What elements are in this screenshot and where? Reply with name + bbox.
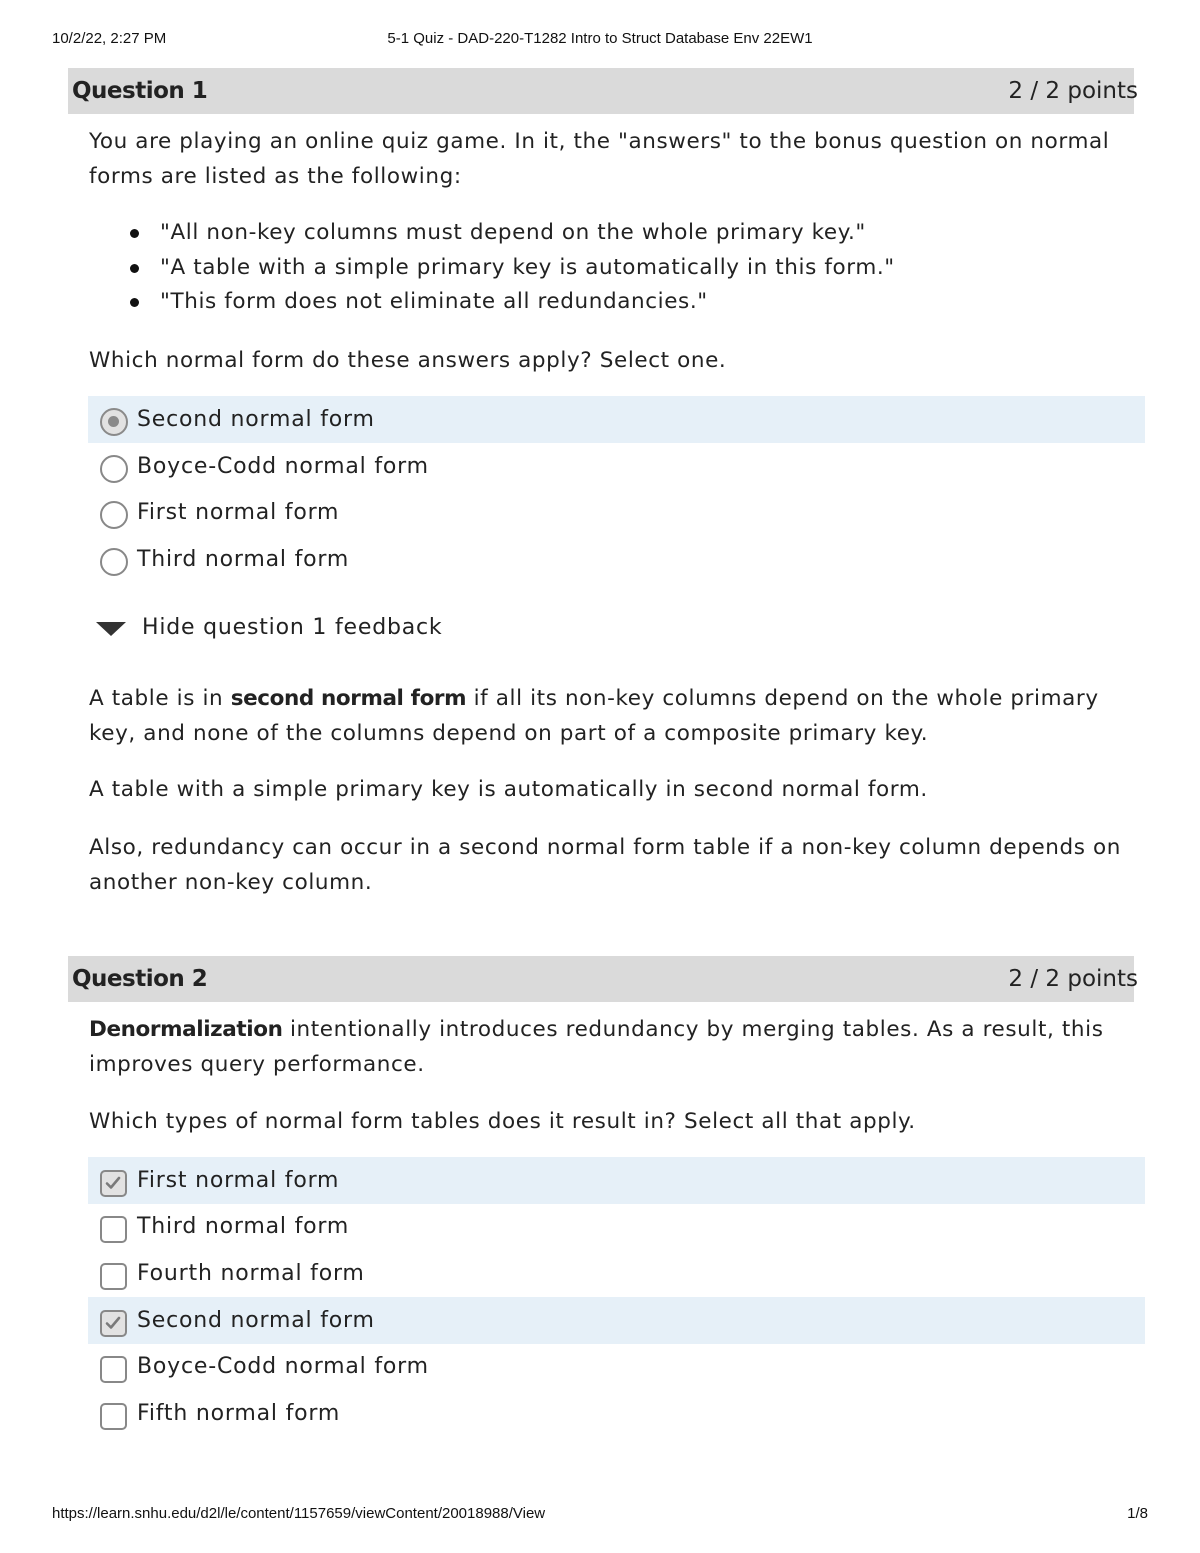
print-url: https://learn.snhu.edu/d2l/le/content/1157659/viewContent/20018988/View (52, 1505, 546, 1522)
question-2-question: Which types of normal form tables does it result in? Select all that apply. (89, 1109, 916, 1134)
feedback-term: second normal form (230, 686, 467, 711)
print-datetime: 10/2/22, 2:27 PM (52, 30, 167, 47)
feedback-toggle-label: Hide question 1 feedback (142, 615, 443, 640)
print-header (52, 30, 1148, 50)
bullet-icon (130, 264, 139, 273)
question-1-prompt: You are playing an online quiz game. In it, the "answers" to the bonus question on normal forms are listed as the following: (89, 129, 1110, 189)
question-2-option[interactable] (88, 1157, 1145, 1204)
bullet-icon (130, 229, 139, 238)
option-label: Fifth normal form (137, 1401, 341, 1426)
option-label: Third normal form (137, 1214, 350, 1239)
question-1-title: Question 1 (72, 78, 208, 104)
question-2-prompt: Denormalization intentionally introduces redundancy by merging tables. As a result, this improves query performance. (89, 1017, 1104, 1077)
question-2-points: 2 / 2 points (1008, 966, 1138, 992)
option-label: Boyce-Codd normal form (137, 1354, 429, 1379)
option-label: Second normal form (137, 407, 375, 432)
question-2-header (68, 956, 1138, 1002)
checkbox[interactable] (100, 1310, 127, 1337)
bullet-icon (130, 298, 139, 307)
checkbox[interactable] (100, 1356, 127, 1383)
option-label: First normal form (137, 500, 340, 525)
question-2-option[interactable] (88, 1297, 1145, 1344)
option-label: First normal form (137, 1168, 340, 1193)
checkbox[interactable] (100, 1216, 127, 1243)
checkbox[interactable] (100, 1403, 127, 1430)
question-1-points: 2 / 2 points (1008, 78, 1138, 104)
checkbox[interactable] (100, 1170, 127, 1197)
question-1-option[interactable] (88, 536, 1145, 583)
list-item: "A table with a simple primary key is automatically in this form." (130, 251, 1130, 286)
option-label: Second normal form (137, 1308, 375, 1333)
print-footer (52, 1505, 1148, 1525)
question-1-bullet-list (130, 216, 1130, 320)
question-2-option[interactable] (88, 1250, 1145, 1297)
question-1-question: Which normal form do these answers apply? Select one. (89, 348, 727, 373)
checkbox[interactable] (100, 1263, 127, 1290)
prompt-term: Denormalization (89, 1017, 283, 1042)
radio-button[interactable] (100, 408, 128, 436)
print-page-title: 5-1 Quiz - DAD-220-T1282 Intro to Struct Database Env 22EW1 (387, 30, 813, 47)
checkmark-icon (104, 1314, 122, 1332)
caret-down-icon (96, 622, 126, 636)
feedback-paragraph-2: A table with a simple primary key is automatically in second normal form. (89, 777, 928, 802)
feedback-paragraph-1: A table is in second normal form if all its non-key columns depend on the whole primary key, and none of the columns depend on part of a composite primary key. (89, 686, 1099, 746)
question-1-option[interactable] (88, 489, 1145, 536)
hide-feedback-toggle[interactable] (96, 611, 496, 645)
radio-button[interactable] (100, 548, 128, 576)
option-label: Third normal form (137, 547, 350, 572)
print-page-number: 1/8 (1127, 1505, 1148, 1522)
radio-button[interactable] (100, 455, 128, 483)
question-1-header (68, 68, 1138, 114)
option-label: Boyce-Codd normal form (137, 454, 429, 479)
checkmark-icon (104, 1174, 122, 1192)
question-2-option[interactable] (88, 1343, 1145, 1390)
question-2-option[interactable] (88, 1390, 1145, 1437)
list-item: "All non-key columns must depend on the whole primary key." (130, 216, 1130, 251)
question-2-title: Question 2 (72, 966, 208, 992)
question-1-option[interactable] (88, 443, 1145, 490)
radio-button[interactable] (100, 501, 128, 529)
feedback-paragraph-3: Also, redundancy can occur in a second normal form table if a non-key column depends on another non-key column. (89, 835, 1121, 895)
question-2-option[interactable] (88, 1203, 1145, 1250)
option-label: Fourth normal form (137, 1261, 365, 1286)
list-item: "This form does not eliminate all redundancies." (130, 285, 1130, 320)
question-1-option[interactable] (88, 396, 1145, 443)
